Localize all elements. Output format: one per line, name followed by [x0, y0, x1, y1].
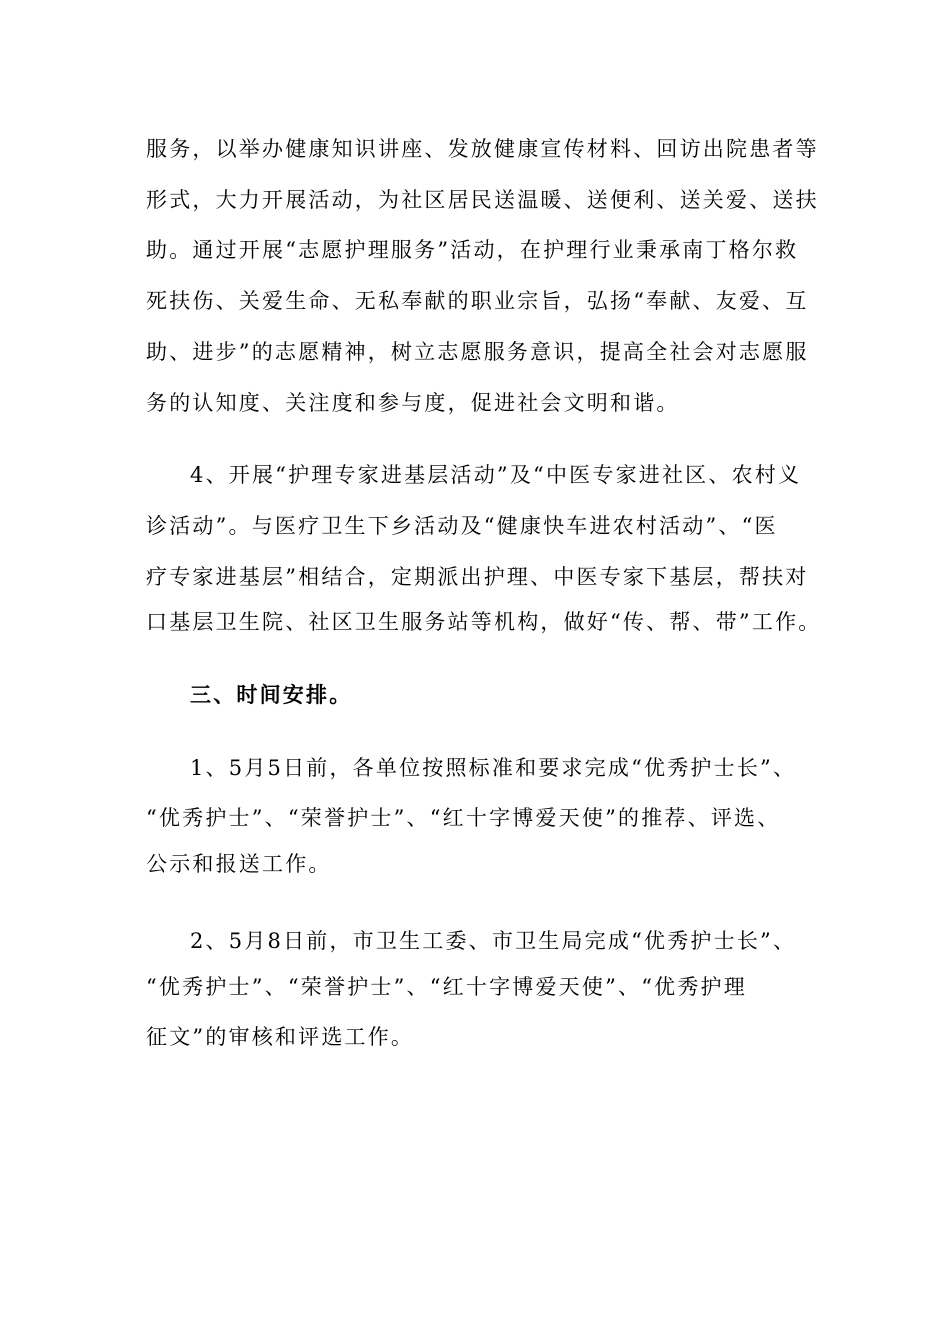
- paragraph-line: 形式，大力开展活动，为社区居民送温暖、送便利、送关爱、送扶: [146, 188, 819, 212]
- paragraph-line: 口基层卫生院、社区卫生服务站等机构，做好“传、帮、带”工作。: [146, 610, 822, 634]
- paragraph-line: 疗专家进基层”相结合，定期派出护理、中医专家下基层，帮扶对: [146, 565, 809, 589]
- paragraph-line: 服务，以举办健康知识讲座、发放健康宣传材料、回访出院患者等: [146, 137, 819, 161]
- paragraph-line: 征文”的审核和评选工作。: [146, 1025, 415, 1049]
- paragraph-line: “优秀护士”、“荣誉护士”、“红十字博爱天使”的推荐、评选、: [146, 806, 781, 830]
- section-heading: 三、时间安排。: [190, 682, 353, 707]
- paragraph-line: 务的认知度、关注度和参与度，促进社会文明和谐。: [146, 391, 680, 415]
- paragraph-line: 公示和报送工作。: [146, 852, 332, 876]
- paragraph-line: 诊活动”。与医疗卫生下乡活动及“健康快车进农村活动”、“医: [146, 514, 778, 538]
- paragraph-line: 2、5月8日前，市卫生工委、市卫生局完成“优秀护士长”、: [190, 929, 797, 953]
- paragraph-line: 死扶伤、关爱生命、无私奉献的职业宗旨，弘扬“奉献、友爱、互: [146, 289, 809, 313]
- paragraph-line: 助、进步”的志愿精神，树立志愿服务意识，提高全社会对志愿服: [146, 340, 809, 364]
- paragraph-line: “优秀护士”、“荣誉护士”、“红十字博爱天使”、“优秀护理: [146, 975, 747, 999]
- paragraph-line: 1、5月5日前，各单位按照标准和要求完成“优秀护士长”、: [190, 756, 797, 780]
- paragraph-line: 助。通过开展“志愿护理服务”活动，在护理行业秉承南丁格尔救: [146, 238, 799, 262]
- paragraph-line: 4、开展“护理专家进基层活动”及“中医专家进社区、农村义: [190, 463, 802, 487]
